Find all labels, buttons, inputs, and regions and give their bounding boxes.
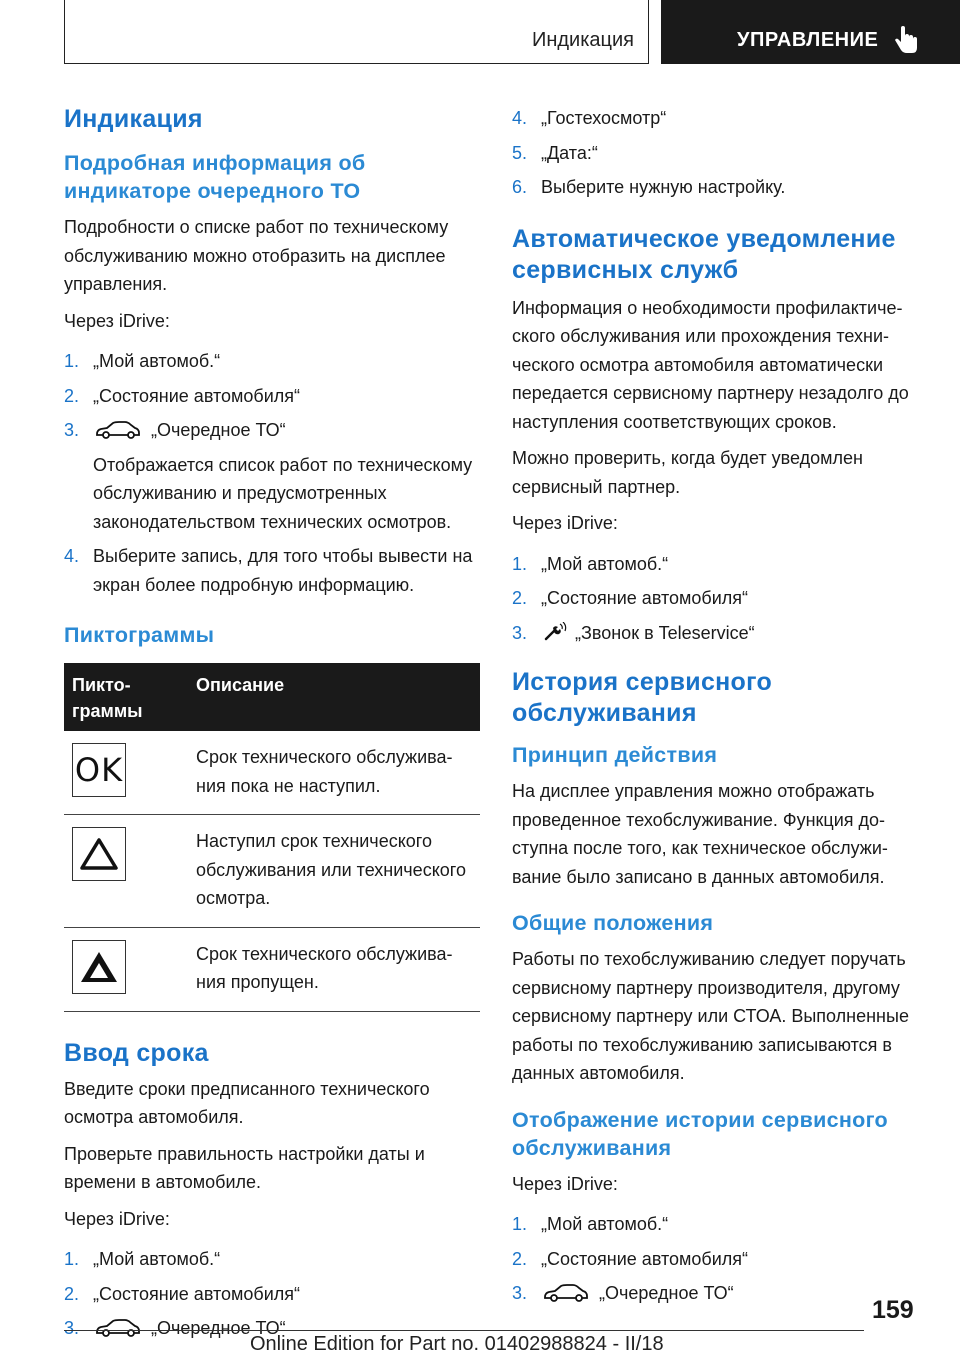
step-text: „Мой автомоб.“: [93, 1249, 221, 1269]
car-icon: [95, 420, 141, 440]
header-chapter-box: [661, 0, 960, 64]
step-text: „Мой автомоб.“: [541, 1214, 669, 1234]
list-item: [64, 1280, 482, 1309]
table-row: [64, 815, 480, 928]
step-number: 3.: [512, 1283, 528, 1303]
steps-list-auto: [512, 550, 930, 648]
heading-history-display: Отображение истории сервисного обслуживания: [512, 1107, 888, 1160]
footer-divider: [64, 1330, 864, 1331]
table-header-row: [64, 663, 480, 731]
list-item: [512, 139, 930, 168]
step-number: 4.: [64, 546, 80, 566]
pictograms-table: [64, 663, 480, 1012]
heading-principle: Принцип действия: [512, 743, 718, 767]
ok-icon: [72, 743, 126, 797]
list-item: [512, 584, 930, 613]
paragraph-principle: На дисплее управления можно отображать проведенное техобслуживание. Функция доступна после того, как техническое обслуживание было записано в данных автомобиля.: [512, 781, 888, 887]
step-number: 3.: [512, 622, 528, 643]
step-text: „Очередное ТО“: [151, 420, 286, 440]
step-number: 1.: [512, 553, 528, 574]
step-number: 3.: [64, 1318, 80, 1338]
step-number: 6.: [512, 177, 528, 197]
right-column: [512, 100, 930, 1322]
step-text: „Мой автомоб.“: [93, 351, 221, 371]
step-text: „Состояние автомобиля“: [93, 385, 301, 406]
page-number: 159: [872, 1296, 914, 1324]
step-text: „Очередное ТО“: [599, 1283, 734, 1303]
step-text: „Мой автомоб.“: [541, 553, 669, 574]
paragraph-auto-notification-2: Можно проверить, когда будет уведомлен сервисный партнер.: [512, 448, 863, 497]
table-header-pictograms: Пиктограммы: [64, 663, 188, 731]
heading-general: Общие положения: [512, 911, 714, 935]
car-icon: [95, 1318, 141, 1338]
list-item: [64, 347, 482, 376]
step-text: „Очередное ТО“: [151, 1318, 286, 1338]
heading-pictograms: Пиктограммы: [64, 623, 215, 647]
heading-service-details: Подробная информация об индикаторе очередного ТО: [64, 151, 366, 203]
step-number: 1.: [64, 351, 80, 371]
edition-note: Online Edition for Part no. 01402988824 - II/18: [250, 1333, 664, 1355]
paragraph-date-entry-2: Проверьте правильность настройки даты и времени в автомобиле.: [64, 1143, 425, 1192]
list-item: [512, 619, 930, 648]
paragraph-auto-notification-1: Информация о необходимости профилактического обслуживания или прохождения технического осмотра автомобиля автоматически передается сервисному партнеру незадолго до наступления соответствующих сроков.: [512, 297, 909, 432]
table-header-description: Описание: [188, 663, 480, 731]
list-item: [64, 542, 482, 599]
step-number: 2.: [512, 1248, 528, 1269]
list-item: [512, 1210, 930, 1239]
paragraph-service-details: Подробности о списке работ по техническому обслуживанию можно отобразить на дисплее управления.: [64, 217, 449, 294]
steps-list-continued: [512, 104, 930, 202]
via-idrive-label: Через iDrive:: [512, 513, 618, 533]
header-section-title: Индикация: [531, 29, 634, 51]
heading-date-entry: Ввод срока: [64, 1038, 209, 1067]
wrench-signal-icon: [543, 622, 567, 642]
step-text: „Гостехосмотр“: [541, 108, 667, 128]
hand-pointer-icon: [893, 26, 919, 54]
table-cell-icon: [64, 731, 188, 815]
paragraph-date-entry-1: Введите сроки предписанного технического осмотра автомобиля.: [64, 1078, 430, 1127]
paragraph-general: Работы по техобслуживанию следует поручать сервисному партнеру производителя, другому сервисному партнеру или СТОА. Выполненные работы по техобслуживанию записываются в данных автомобиля.: [512, 949, 909, 1083]
step-text: Выберите нужную настройку.: [541, 177, 786, 197]
step-text: „Состояние автомобиля“: [541, 1248, 749, 1269]
step-number: 1.: [512, 1214, 528, 1234]
steps-list-details: [64, 347, 482, 599]
via-idrive-label: Через iDrive:: [64, 310, 170, 331]
step-number: 5.: [512, 142, 528, 163]
list-item: [512, 550, 930, 579]
car-icon: [543, 1283, 589, 1303]
via-idrive-label: Через iDrive:: [512, 1173, 618, 1194]
table-cell-description: Срок технического обслуживания пока не наступил.: [188, 731, 480, 815]
step-number: 4.: [512, 108, 528, 128]
header-section-box: [64, 0, 649, 64]
list-item: [64, 382, 482, 411]
warning-triangle-filled-icon: [72, 940, 126, 994]
table-cell-icon: [64, 815, 188, 928]
list-item: [64, 1245, 482, 1274]
step-number: 2.: [64, 1283, 80, 1304]
step-text: „Дата:“: [541, 142, 598, 163]
step-number: 3.: [64, 420, 80, 440]
steps-list-date: [64, 1245, 482, 1343]
list-item: [64, 416, 482, 536]
list-item: [512, 104, 930, 133]
list-item: [512, 1245, 930, 1274]
step-text: „Состояние автомобиля“: [541, 588, 749, 608]
step-subtext: Отображается список работ по техническому обслуживанию и предусмотренных законодательством технических осмотров.: [93, 454, 473, 532]
heading-service-history: История сервисного обслуживания: [512, 668, 773, 727]
step-number: 1.: [64, 1249, 80, 1269]
step-number: 2.: [64, 385, 80, 406]
step-text: „Звонок в Teleservice“: [575, 622, 755, 643]
heading-auto-notification: Автоматическое уведомление сервисных служб: [512, 224, 896, 284]
list-item: [512, 173, 930, 202]
step-text: Выберите запись, для того чтобы вывести на экран более подробную информацию.: [93, 546, 473, 595]
step-number: 2.: [512, 588, 528, 608]
table-row: [64, 927, 480, 1011]
left-column: [64, 100, 482, 1357]
table-row: [64, 731, 480, 815]
via-idrive-label: Через iDrive:: [64, 1208, 170, 1229]
table-cell-description: Срок технического обслуживания пропущен.: [188, 927, 480, 1011]
step-text: „Состояние автомобиля“: [93, 1283, 301, 1304]
table-cell-icon: [64, 927, 188, 1011]
table-cell-description: Наступил срок технического обслуживания или технического осмотра.: [188, 815, 480, 928]
list-item: [512, 1279, 930, 1308]
warning-triangle-icon: [72, 827, 126, 881]
ok-icon-text: OK: [74, 750, 124, 789]
heading-indication: Индикация: [64, 105, 203, 133]
header-chapter-title: УПРАВЛЕНИЕ: [737, 29, 879, 51]
steps-list-history: [512, 1210, 930, 1308]
